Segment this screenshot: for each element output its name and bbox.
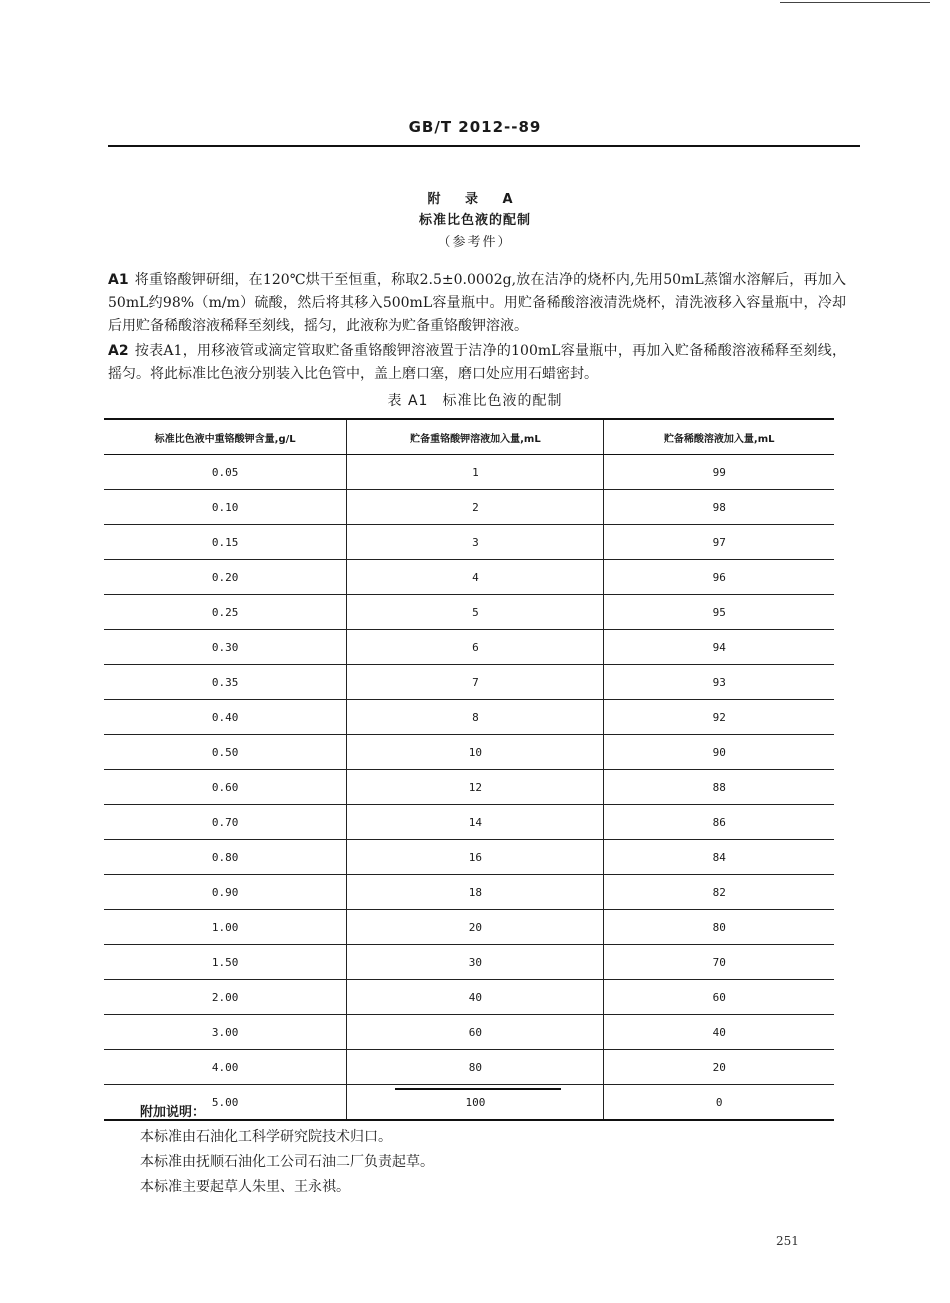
table-cell: 20 [347, 910, 604, 945]
table-cell: 3 [347, 525, 604, 560]
table-cell: 0.40 [104, 700, 347, 735]
table-cell: 1.00 [104, 910, 347, 945]
notes-line: 本标准主要起草人朱里、王永祺。 [140, 1179, 350, 1195]
table-cell: 60 [604, 980, 834, 1015]
notes-line: 本标准由石油化工科学研究院技术归口。 [140, 1129, 392, 1145]
page-number: 251 [776, 1234, 799, 1248]
table-cell: 0.60 [104, 770, 347, 805]
table-cell: 30 [347, 945, 604, 980]
appendix-label: 附 录 A [427, 192, 523, 207]
table-cell: 100 [347, 1085, 604, 1121]
clause-number: A2 [108, 343, 129, 359]
table-caption [0, 390, 950, 410]
table-cell: 1 [347, 455, 604, 490]
table-cell: 93 [604, 665, 834, 700]
table-cell: 84 [604, 840, 834, 875]
table-cell: 94 [604, 630, 834, 665]
header-rule [108, 145, 860, 147]
table-cell: 3.00 [104, 1015, 347, 1050]
table-cell: 92 [604, 700, 834, 735]
column-header-stock-volume: 贮备重铬酸钾溶液加入量,mL [347, 419, 604, 455]
table-cell: 0 [604, 1085, 834, 1121]
clause-a1 [108, 269, 846, 338]
table-cell: 60 [347, 1015, 604, 1050]
table-cell: 80 [347, 1050, 604, 1085]
table-cell: 97 [604, 525, 834, 560]
column-header-diluent-volume: 贮备稀酸溶液加入量,mL [604, 419, 834, 455]
table-cell: 0.20 [104, 560, 347, 595]
table-row [104, 490, 834, 525]
table-cell: 40 [604, 1015, 834, 1050]
table-row [104, 595, 834, 630]
table-body [104, 455, 834, 1121]
table-cell: 14 [347, 805, 604, 840]
table-cell: 6 [347, 630, 604, 665]
table-cell: 2.00 [104, 980, 347, 1015]
table-cell: 40 [347, 980, 604, 1015]
table-cell: 0.70 [104, 805, 347, 840]
table-cell: 0.50 [104, 735, 347, 770]
table-row [104, 875, 834, 910]
table-cell: 70 [604, 945, 834, 980]
dilution-table [104, 418, 834, 1121]
table-row [104, 560, 834, 595]
table-cell: 0.35 [104, 665, 347, 700]
table-row [104, 770, 834, 805]
appendix-title-block [0, 190, 950, 254]
end-of-appendix-rule [395, 1088, 561, 1090]
table-cell: 16 [347, 840, 604, 875]
clause-text: 按表A1，用移液管或滴定管取贮备重铬酸钾溶液置于洁净的100mL容量瓶中，再加入贮备稀酸溶液稀释至刻线，摇匀。将此标准比色液分别装入比色管中，盖上磨口塞，磨口处应用石蜡密封。 [108, 343, 846, 382]
notes-line: 本标准由抚顺石油化工公司石油二厂负责起草。 [140, 1154, 434, 1170]
notes-title: 附加说明： [140, 1105, 206, 1120]
appendix-title: 标准比色液的配制 [418, 213, 531, 228]
table-row [104, 910, 834, 945]
table-cell: 4.00 [104, 1050, 347, 1085]
table-cell: 0.90 [104, 875, 347, 910]
top-edge-rule [780, 2, 930, 3]
table-row [104, 700, 834, 735]
table-cell: 80 [604, 910, 834, 945]
additional-notes [140, 1100, 434, 1200]
table-cell: 5.00 [104, 1085, 347, 1121]
table-row [104, 665, 834, 700]
table-cell: 1.50 [104, 945, 347, 980]
table-cell: 0.10 [104, 490, 347, 525]
clause-text: 将重铬酸钾研细，在120℃烘干至恒重，称取2.5±0.0002g,放在洁净的烧杯内,先用50mL蒸馏水溶解后，再加入50mL约98%（m/m）硫酸，然后将其移入500mL容量瓶中。用贮备稀酸溶液清洗烧杯，清洗液移入容量瓶中，冷却后用贮备稀酸溶液稀释至刻线，摇匀，此液称为贮备重铬酸钾溶液。 [108, 272, 846, 334]
table-cell: 0.25 [104, 595, 347, 630]
table-row [104, 525, 834, 560]
table-cell: 18 [347, 875, 604, 910]
table-cell: 0.05 [104, 455, 347, 490]
standard-number: GB/T 2012--89 [408, 118, 542, 136]
table-cell: 7 [347, 665, 604, 700]
table-cell: 82 [604, 875, 834, 910]
table-row [104, 630, 834, 665]
table-cell: 4 [347, 560, 604, 595]
table-cell: 86 [604, 805, 834, 840]
table-cell: 98 [604, 490, 834, 525]
clause-a2 [108, 340, 846, 386]
table-row [104, 1050, 834, 1085]
table-row [104, 945, 834, 980]
table-cell: 88 [604, 770, 834, 805]
table-row [104, 1015, 834, 1050]
table-cell: 12 [347, 770, 604, 805]
table-cell: 99 [604, 455, 834, 490]
table-cell: 2 [347, 490, 604, 525]
table-cell: 5 [347, 595, 604, 630]
table-header-row [104, 419, 834, 455]
column-header-concentration: 标准比色液中重铬酸钾含量,g/L [104, 419, 347, 455]
table-cell: 0.80 [104, 840, 347, 875]
table-caption-title: 标准比色液的配制 [442, 393, 563, 409]
table-row [104, 980, 834, 1015]
table-cell: 0.30 [104, 630, 347, 665]
table-cell: 90 [604, 735, 834, 770]
table-row [104, 840, 834, 875]
table-cell: 10 [347, 735, 604, 770]
table-cell: 8 [347, 700, 604, 735]
appendix-note: （参考件） [437, 235, 513, 250]
table-cell: 0.15 [104, 525, 347, 560]
table-caption-number: 表 A1 [387, 393, 429, 409]
table-cell: 95 [604, 595, 834, 630]
table-cell: 20 [604, 1050, 834, 1085]
table-row [104, 805, 834, 840]
table-row [104, 455, 834, 490]
clause-number: A1 [108, 272, 129, 288]
table-cell: 96 [604, 560, 834, 595]
table-row [104, 735, 834, 770]
